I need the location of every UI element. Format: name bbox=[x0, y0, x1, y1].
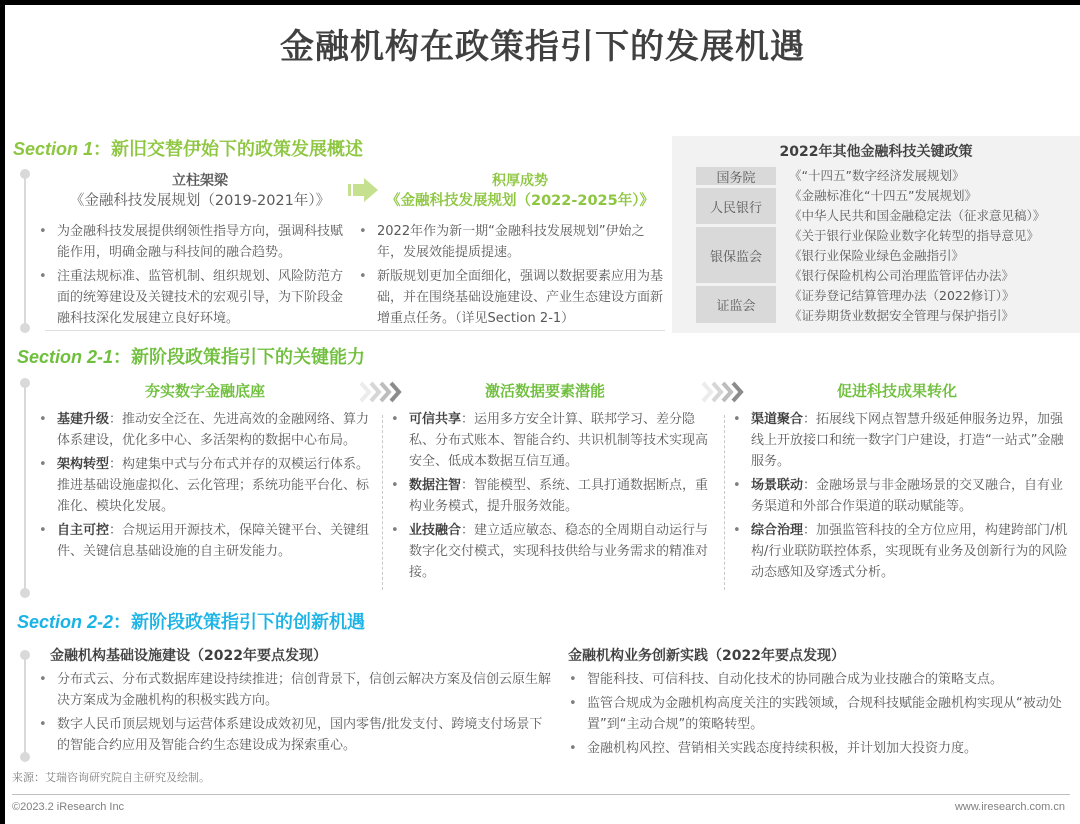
column-title: 激活数据要素潜能 bbox=[484, 382, 605, 400]
chevrons-right-icon bbox=[701, 381, 751, 403]
list-item: • 数据注智：智能模型、系统、工具打通数据断点，重构业务模式，提升服务效能。 bbox=[387, 475, 717, 517]
page bbox=[5, 5, 1080, 824]
capability-list-data bbox=[387, 409, 717, 586]
footer-divider bbox=[12, 794, 1070, 795]
copyright: ©2023.2 iResearch Inc bbox=[12, 801, 125, 813]
plan-2019-bullets bbox=[35, 221, 355, 332]
infrastructure-bullets bbox=[35, 669, 555, 759]
timeline-line bbox=[24, 382, 26, 590]
timeline-dot bbox=[20, 588, 30, 598]
section-1-heading: Section 1：新旧交替伊始下的政策发展概述 bbox=[13, 139, 364, 160]
list-item: • 可信共享：运用多方安全计算、联邦学习、差分隐私、分布式账本、智能合约、共识机制等技术实现高安全、低成本数据互信互通。 bbox=[387, 409, 717, 472]
list-item: • 2022年作为新一期“金融科技发展规划”伊始之年，发展效能提质提速。 bbox=[355, 221, 665, 263]
org-label: 银保监会 bbox=[696, 227, 776, 283]
list-item: • 金融机构风控、营销相关实践态度持续积极，并计划加大投资力度。 bbox=[565, 738, 1075, 759]
policy-item: 《“十四五”数字经济发展规划》 bbox=[789, 168, 965, 183]
source-note: 来源：艾瑞咨询研究院自主研究及绘制。 bbox=[12, 771, 210, 784]
list-item: • 架构转型：构建集中式与分布式并存的双模运行体系。推进基础设施虚拟化、云化管理；系统功能平台化、标准化、模块化发展。 bbox=[35, 454, 375, 517]
list-item: • 监管合规成为金融机构高度关注的实践领域，合规科技赋能金融机构实现从“被动处置”到“主动合规”的策略转型。 bbox=[565, 693, 1075, 735]
plan-2022-title: 积厚成势 《金融科技发展规划（2022-2025年）》 bbox=[386, 173, 654, 209]
infrastructure-heading: 金融机构基础设施建设（2022年要点发现） bbox=[50, 648, 327, 664]
policy-item: 《银行保险机构公司治理监管评估办法》 bbox=[789, 268, 1015, 283]
plan-2022-bullets bbox=[355, 221, 665, 332]
page-title: 金融机构在政策指引下的发展机遇 bbox=[280, 27, 805, 67]
list-item: • 基建升级：推动安全泛在、先进高效的金融网络、算力体系建设，优化多中心、多活架构的数据中心布局。 bbox=[35, 409, 375, 451]
list-item: • 自主可控：合规运用开源技术，保障关键平台、关键组件、关键信息基础设施的自主研发能力。 bbox=[35, 520, 375, 562]
list-item: • 注重法规标准、监管机制、组织规划、风险防范方面的统筹建设及关键技术的宏观引导，为下阶段金融科技深化发展建立良好环境。 bbox=[35, 266, 355, 329]
column-title: 促进科技成果转化 bbox=[836, 382, 957, 400]
business-innovation-heading: 金融机构业务创新实践（2022年要点发现） bbox=[568, 648, 845, 664]
column-divider bbox=[382, 415, 383, 590]
list-item: • 渠道聚合：拓展线下网点智慧升级延伸服务边界，加强线上开放接口和统一数字门户建设，打造“一站式”金融服务。 bbox=[729, 409, 1074, 472]
list-item: • 分布式云、分布式数据库建设持续推进；信创背景下，信创云解决方案及信创云原生解决方案成为金融机构的积极实践方向。 bbox=[35, 669, 555, 711]
policy-item: 《中华人民共和国金融稳定法（征求意见稿）》 bbox=[789, 208, 1046, 223]
org-label: 人民银行 bbox=[696, 188, 776, 224]
policy-item: 《关于银行业保险业数字化转型的指导意见》 bbox=[789, 228, 1040, 243]
capability-list-foundation bbox=[35, 409, 375, 565]
list-item: • 场景联动：金融场景与非金融场景的交叉融合，自有业务渠道和外部合作渠道的联动赋能等。 bbox=[729, 475, 1074, 517]
timeline-dot bbox=[20, 752, 30, 762]
list-item: • 智能科技、可信科技、自动化技术的协同融合成为业技融合的策略支点。 bbox=[565, 669, 1075, 690]
org-label: 国务院 bbox=[696, 167, 776, 185]
business-innovation-bullets bbox=[565, 669, 1075, 762]
list-item: • 数字人民币顶层规划与运营体系建设成效初见，国内零售/批发支付、跨境支付场景下的智能合约应用及智能合约生态建设成为探索重心。 bbox=[35, 714, 555, 756]
key-policies-panel bbox=[672, 136, 1080, 333]
list-item: • 新版规划更加全面细化，强调以数据要素应用为基础，并在围绕基础设施建设、产业生态建设方面新增重点任务。（详见Section 2-1） bbox=[355, 266, 665, 329]
list-item: • 业技融合：建立适应敏态、稳态的全周期自动运行与数字化交付模式，实现科技供给与业务需求的精准对接。 bbox=[387, 520, 717, 583]
key-policies-title: 2022年其他金融科技关键政策 bbox=[779, 144, 973, 160]
policy-item: 《证券期货业数据安全管理与保护指引》 bbox=[789, 308, 1015, 323]
list-item: • 为金融科技发展提供纲领性指导方向，强调科技赋能作用，明确金融与科技间的融合趋势。 bbox=[35, 221, 355, 263]
timeline-line bbox=[24, 654, 26, 754]
chevrons-right-icon bbox=[359, 381, 409, 403]
list-item: • 综合治理：加强监管科技的全方位应用，构建跨部门/机构/行业联防联控体系，实现既有业务及创新行为的风险动态感知及穿透式分析。 bbox=[729, 520, 1074, 583]
org-label: 证监会 bbox=[696, 286, 776, 323]
column-title: 夯实数字金融底座 bbox=[144, 382, 265, 400]
timeline-dot bbox=[20, 323, 30, 333]
policy-item: 《证券登记结算管理办法（2022修订）》 bbox=[789, 288, 1015, 303]
column-divider bbox=[724, 415, 725, 590]
website-link[interactable]: www.iresearch.com.cn bbox=[954, 801, 1065, 813]
plan-2019-title: 立柱架梁 《金融科技发展规划（2019-2021年）》 bbox=[69, 173, 331, 209]
section-2-2-heading: Section 2-2：新阶段政策指引下的创新机遇 bbox=[17, 612, 366, 633]
capability-list-tech bbox=[729, 409, 1074, 586]
right-arrow-icon bbox=[348, 178, 378, 202]
policy-item: 《银行业保险业绿色金融指引》 bbox=[789, 248, 965, 263]
policy-item: 《金融标准化“十四五”发展规划》 bbox=[789, 188, 977, 203]
section-2-1-heading: Section 2-1：新阶段政策指引下的关键能力 bbox=[17, 347, 366, 368]
timeline-line bbox=[24, 173, 26, 325]
